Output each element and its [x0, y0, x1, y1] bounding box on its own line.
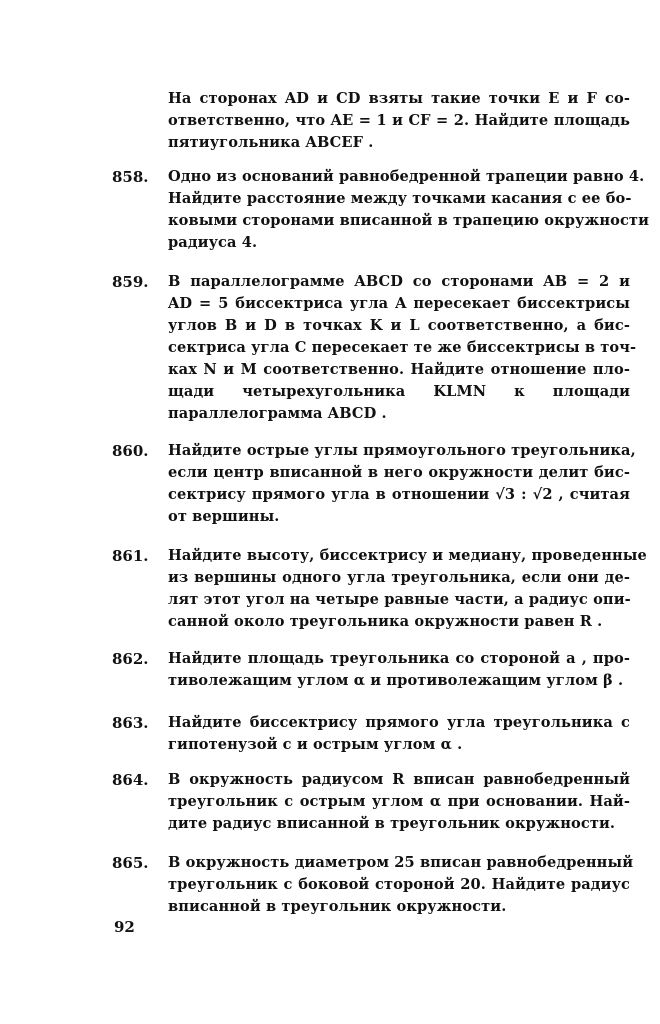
text-line: тиволежащим углом α и противолежащим углом β . — [168, 672, 624, 689]
problem-text — [168, 440, 636, 528]
problem-861 — [112, 545, 647, 633]
text-line: треугольник с острым углом α при основании. Най- — [168, 793, 630, 810]
problem-text — [168, 88, 630, 154]
problem-text — [168, 769, 630, 835]
text-line: лят этот угол на четыре равные части, а радиус опи- — [168, 591, 631, 608]
text-line: от вершины. — [168, 508, 280, 525]
problem-860 — [112, 440, 636, 528]
problem-number: 860. — [112, 442, 149, 460]
problem-865 — [112, 852, 634, 918]
text-line: если центр вписанной в него окружности делит бис- — [168, 464, 630, 481]
text-line: Найдите высоту, биссектрису и медиану, проведенные — [168, 547, 647, 564]
problem-text — [168, 545, 647, 633]
text-line: параллелограмма ABCD . — [168, 405, 387, 422]
problem-864 — [112, 769, 630, 835]
text-line: В окружность радиусом R вписан равнобедренный — [168, 771, 630, 788]
problem-number: 861. — [112, 547, 149, 565]
text-line: В параллелограмме ABCD со сторонами AB = 2 и — [168, 273, 630, 290]
problem-859 — [112, 271, 637, 425]
text-line: AD = 5 биссектриса угла A пересекает биссектрисы — [168, 295, 630, 312]
text-line: сектрису прямого угла в отношении √3 : √2 , считая — [168, 486, 630, 503]
problem-text — [168, 712, 630, 756]
problem-number: 864. — [112, 771, 149, 789]
text-line: дите радиус вписанной в треугольник окружности. — [168, 815, 616, 832]
text-line: щади четырехугольника KLMN к площади — [168, 383, 630, 400]
text-line: из вершины одного угла треугольника, если они де- — [168, 569, 630, 586]
text-line: санной около треугольника окружности равен R . — [168, 613, 603, 630]
problem-number: 862. — [112, 650, 149, 668]
text-line: На сторонах AD и CD взяты такие точки E и F со- — [168, 90, 630, 107]
text-line: Найдите расстояние между точками касания с ее бо- — [168, 190, 632, 207]
problem-number: 858. — [112, 168, 149, 186]
text-line: ках N и M соответственно. Найдите отношение пло- — [168, 361, 630, 378]
problem-number: 863. — [112, 714, 149, 732]
text-line: Найдите биссектрису прямого угла треугольника с — [168, 714, 630, 731]
text-line: ответственно, что AE = 1 и CF = 2. Найдите площадь — [168, 112, 630, 129]
problem-text — [168, 852, 634, 918]
problem-continued — [112, 88, 630, 154]
text-line: треугольник с боковой стороной 20. Найдите радиус — [168, 876, 630, 893]
problem-text — [168, 271, 637, 425]
problem-863 — [112, 712, 630, 756]
problem-862 — [112, 648, 630, 692]
problem-text — [168, 166, 649, 254]
text-line: сектриса угла C пересекает те же биссектрисы в точ- — [168, 339, 637, 356]
text-line: вписанной в треугольник окружности. — [168, 898, 507, 915]
text-line: гипотенузой c и острым углом α . — [168, 736, 463, 753]
problem-number: 859. — [112, 273, 149, 291]
problem-number: 865. — [112, 854, 149, 872]
problem-858 — [112, 166, 649, 254]
text-line: В окружность диаметром 25 вписан равнобедренный — [168, 854, 634, 871]
text-line: ковыми сторонами вписанной в трапецию окружности — [168, 212, 649, 229]
text-line: пятиугольника ABCEF . — [168, 134, 374, 151]
text-line: Одно из оснований равнобедренной трапеции равно 4. — [168, 168, 645, 185]
text-line: Найдите острые углы прямоугольного треугольника, — [168, 442, 636, 459]
text-line: Найдите площадь треугольника со стороной a , про- — [168, 650, 630, 667]
text-line: радиуса 4. — [168, 234, 258, 251]
text-line: углов B и D в точках K и L соответственно, а бис- — [168, 317, 630, 334]
page-number: 92 — [114, 918, 135, 936]
problem-text — [168, 648, 630, 692]
